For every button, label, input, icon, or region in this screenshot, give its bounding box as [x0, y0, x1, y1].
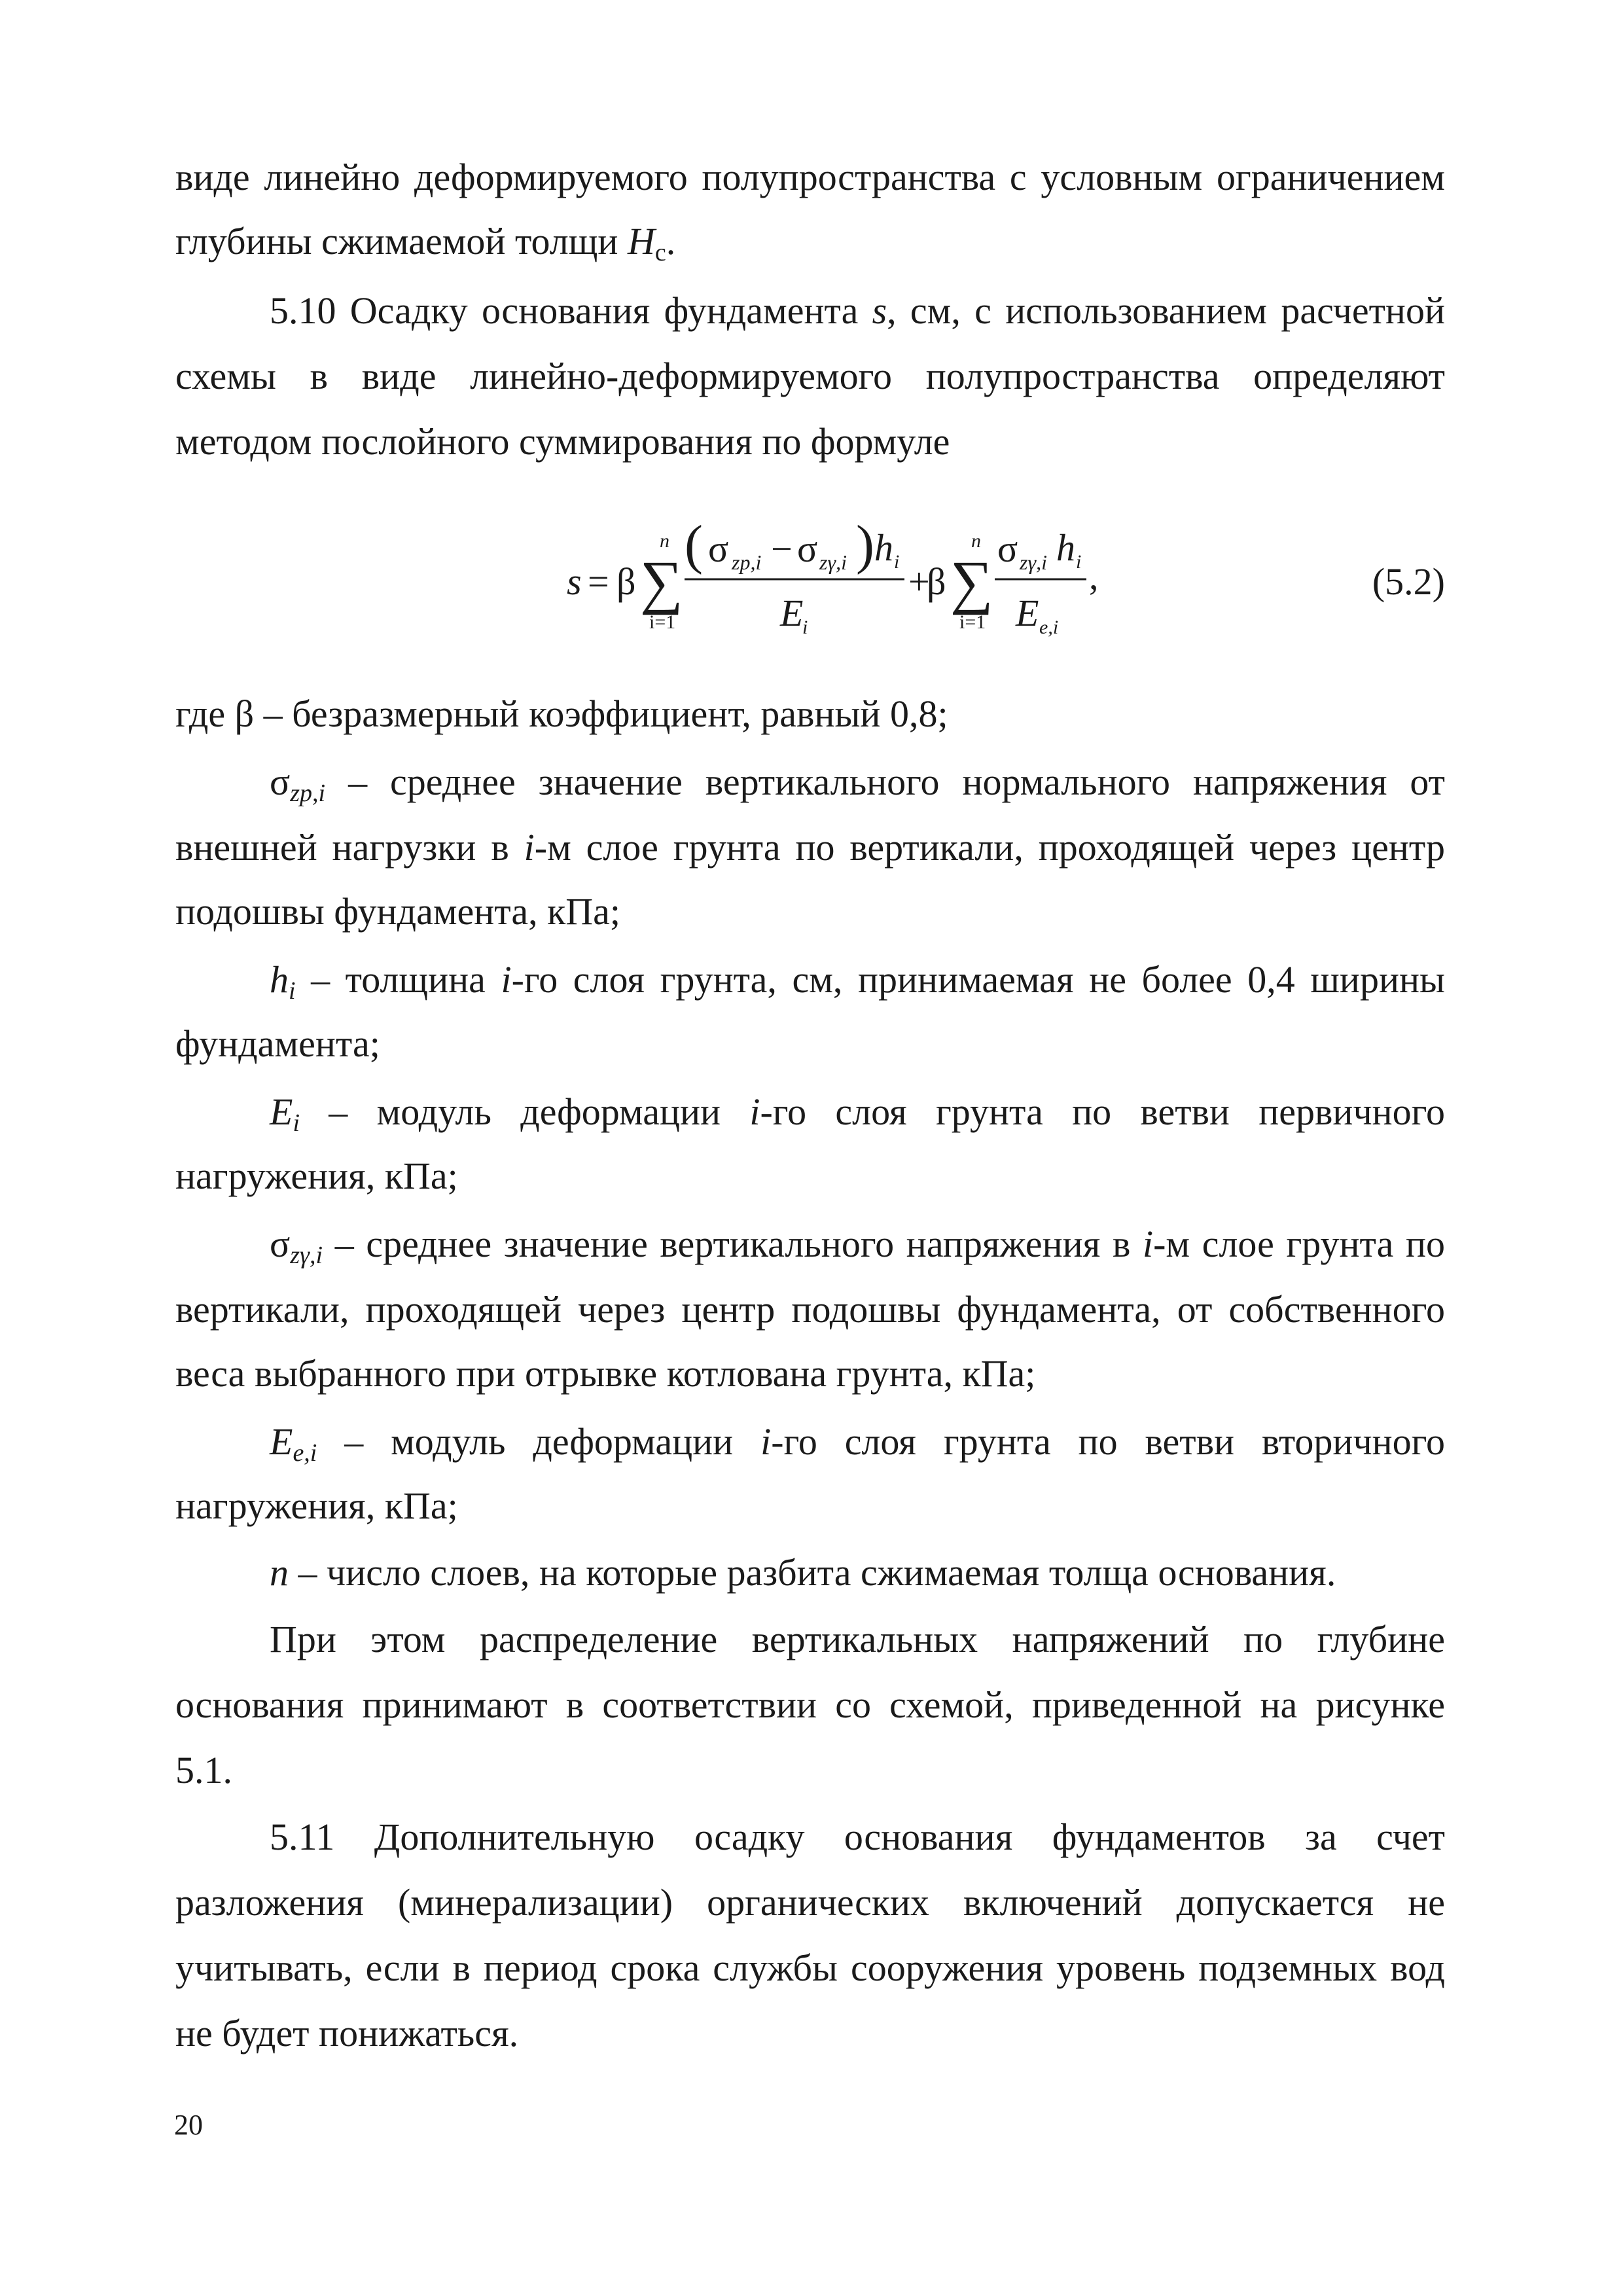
formula-E-1: E: [780, 592, 804, 634]
formula-sum-1-upper: n: [660, 530, 669, 552]
paragraph-line-8: внешней нагрузки в i-м слое грунта по вертикали, проходящей через центр: [175, 826, 1445, 869]
formula-beta-1: β: [616, 560, 636, 603]
formula-sum-2-upper: n: [971, 530, 981, 552]
formula-E-1-sub: i: [802, 617, 808, 638]
paragraph-line-9: подошвы фундамента, кПа;: [175, 890, 621, 933]
formula-sigma-zg-2-sub: zγ,i: [1020, 550, 1047, 574]
section-5-10-heading-line: 5.10 Осадку основания фундамента s, см, с использованием расчетной: [270, 289, 1445, 332]
definition-h: $h_i$ – толщина i-го слоя грунта, см, принимаемая не более 0,4 ширины: [270, 958, 1445, 1005]
formula-sigma-zp: σ: [708, 528, 729, 570]
paragraph-line-11: фундамента;: [175, 1022, 380, 1065]
paragraph-line-5: методом послойного суммирования по формуле: [175, 420, 950, 463]
paragraph-line-21: основания принимают в соответствии со схемой, приведенной на рисунке: [175, 1683, 1445, 1726]
formula-rparen: ): [856, 514, 874, 575]
formula-h-2: h: [1056, 526, 1075, 569]
paragraph-line-16: веса выбранного при отрывке котлована грунта, кПа;: [175, 1352, 1036, 1395]
formula-sigma-zg: σ: [797, 528, 818, 570]
formula-sigma-zp-sub: zp,i: [732, 550, 762, 574]
formula-h-2-sub: i: [1076, 551, 1082, 573]
formula-lhs-s: s: [567, 560, 582, 603]
formula-number: (5.2): [1372, 560, 1445, 603]
formula-sum-1-lower: i=1: [649, 611, 676, 633]
formula-h-1: h: [874, 526, 893, 569]
paragraph-line-2: глубины сжимаемой толщи $H_c$.: [175, 220, 676, 266]
definition-sigma-zg: $\sigma_{z\gamma,i}$ – среднее значение вертикального напряжения в i-м слое грунта по: [270, 1223, 1445, 1269]
page-number: 20: [174, 2109, 203, 2141]
paragraph-line-15: вертикали, проходящей через центр подошвы фундамента, от собственного: [175, 1288, 1445, 1331]
paragraph-line-1: виде линейно деформируемого полупространства с условным ограничением: [175, 156, 1445, 198]
section-5-11-heading-line: 5.11 Дополнительную осадку основания фундаментов за счет: [270, 1816, 1445, 1858]
formula-minus: −: [771, 528, 793, 570]
formula-h-1-sub: i: [894, 551, 900, 573]
paragraph-line-26: не будет понижаться.: [175, 2012, 519, 2054]
definition-Ee: $E_{e,i}$ – модуль деформации i-го слоя грунта по ветви вторичного: [270, 1420, 1446, 1467]
formula-sum-1: ∑: [640, 548, 683, 615]
formula-plus: +: [908, 560, 930, 603]
paragraph-line-13: нагружения, кПа;: [175, 1155, 458, 1197]
formula-comma: ,: [1089, 555, 1099, 598]
formula-equals: =: [588, 560, 609, 603]
definition-n: n – число слоев, на которые разбита сжимаемая толща основания.: [270, 1551, 1336, 1594]
definition-E: $E_i$ – модуль деформации i-го слоя грунта по ветви первичного: [270, 1090, 1446, 1137]
formula-sum-2: ∑: [950, 548, 993, 615]
formula-sigma-zg-sub: zγ,i: [819, 550, 847, 574]
formula-E-2: E: [1016, 592, 1039, 634]
formula-E-2-sub: e,i: [1039, 617, 1059, 638]
paragraph-line-20: При этом распределение вертикальных напряжений по глубине: [270, 1618, 1445, 1660]
definition-beta: где β – безразмерный коэффициент, равный 0,8;: [175, 692, 948, 735]
paragraph-line-25: учитывать, если в период срока службы сооружения уровень подземных вод: [175, 1946, 1445, 1989]
definition-sigma-zp: $\sigma_{zp,i}$ – среднее значение вертикального нормального напряжения от: [270, 761, 1445, 807]
paragraph-line-4: схемы в виде линейно-деформируемого полупространства определяют: [175, 355, 1445, 397]
formula-lparen: (: [685, 514, 703, 575]
paragraph-line-24: разложения (минерализации) органических включений допускается не: [175, 1881, 1445, 1924]
formula-sum-2-lower: i=1: [959, 611, 986, 633]
paragraph-line-22: 5.1.: [175, 1749, 232, 1791]
formula-beta-2: β: [927, 560, 946, 603]
paragraph-line-18: нагружения, кПа;: [175, 1484, 458, 1527]
formula-sigma-zg-2: σ: [997, 528, 1018, 570]
